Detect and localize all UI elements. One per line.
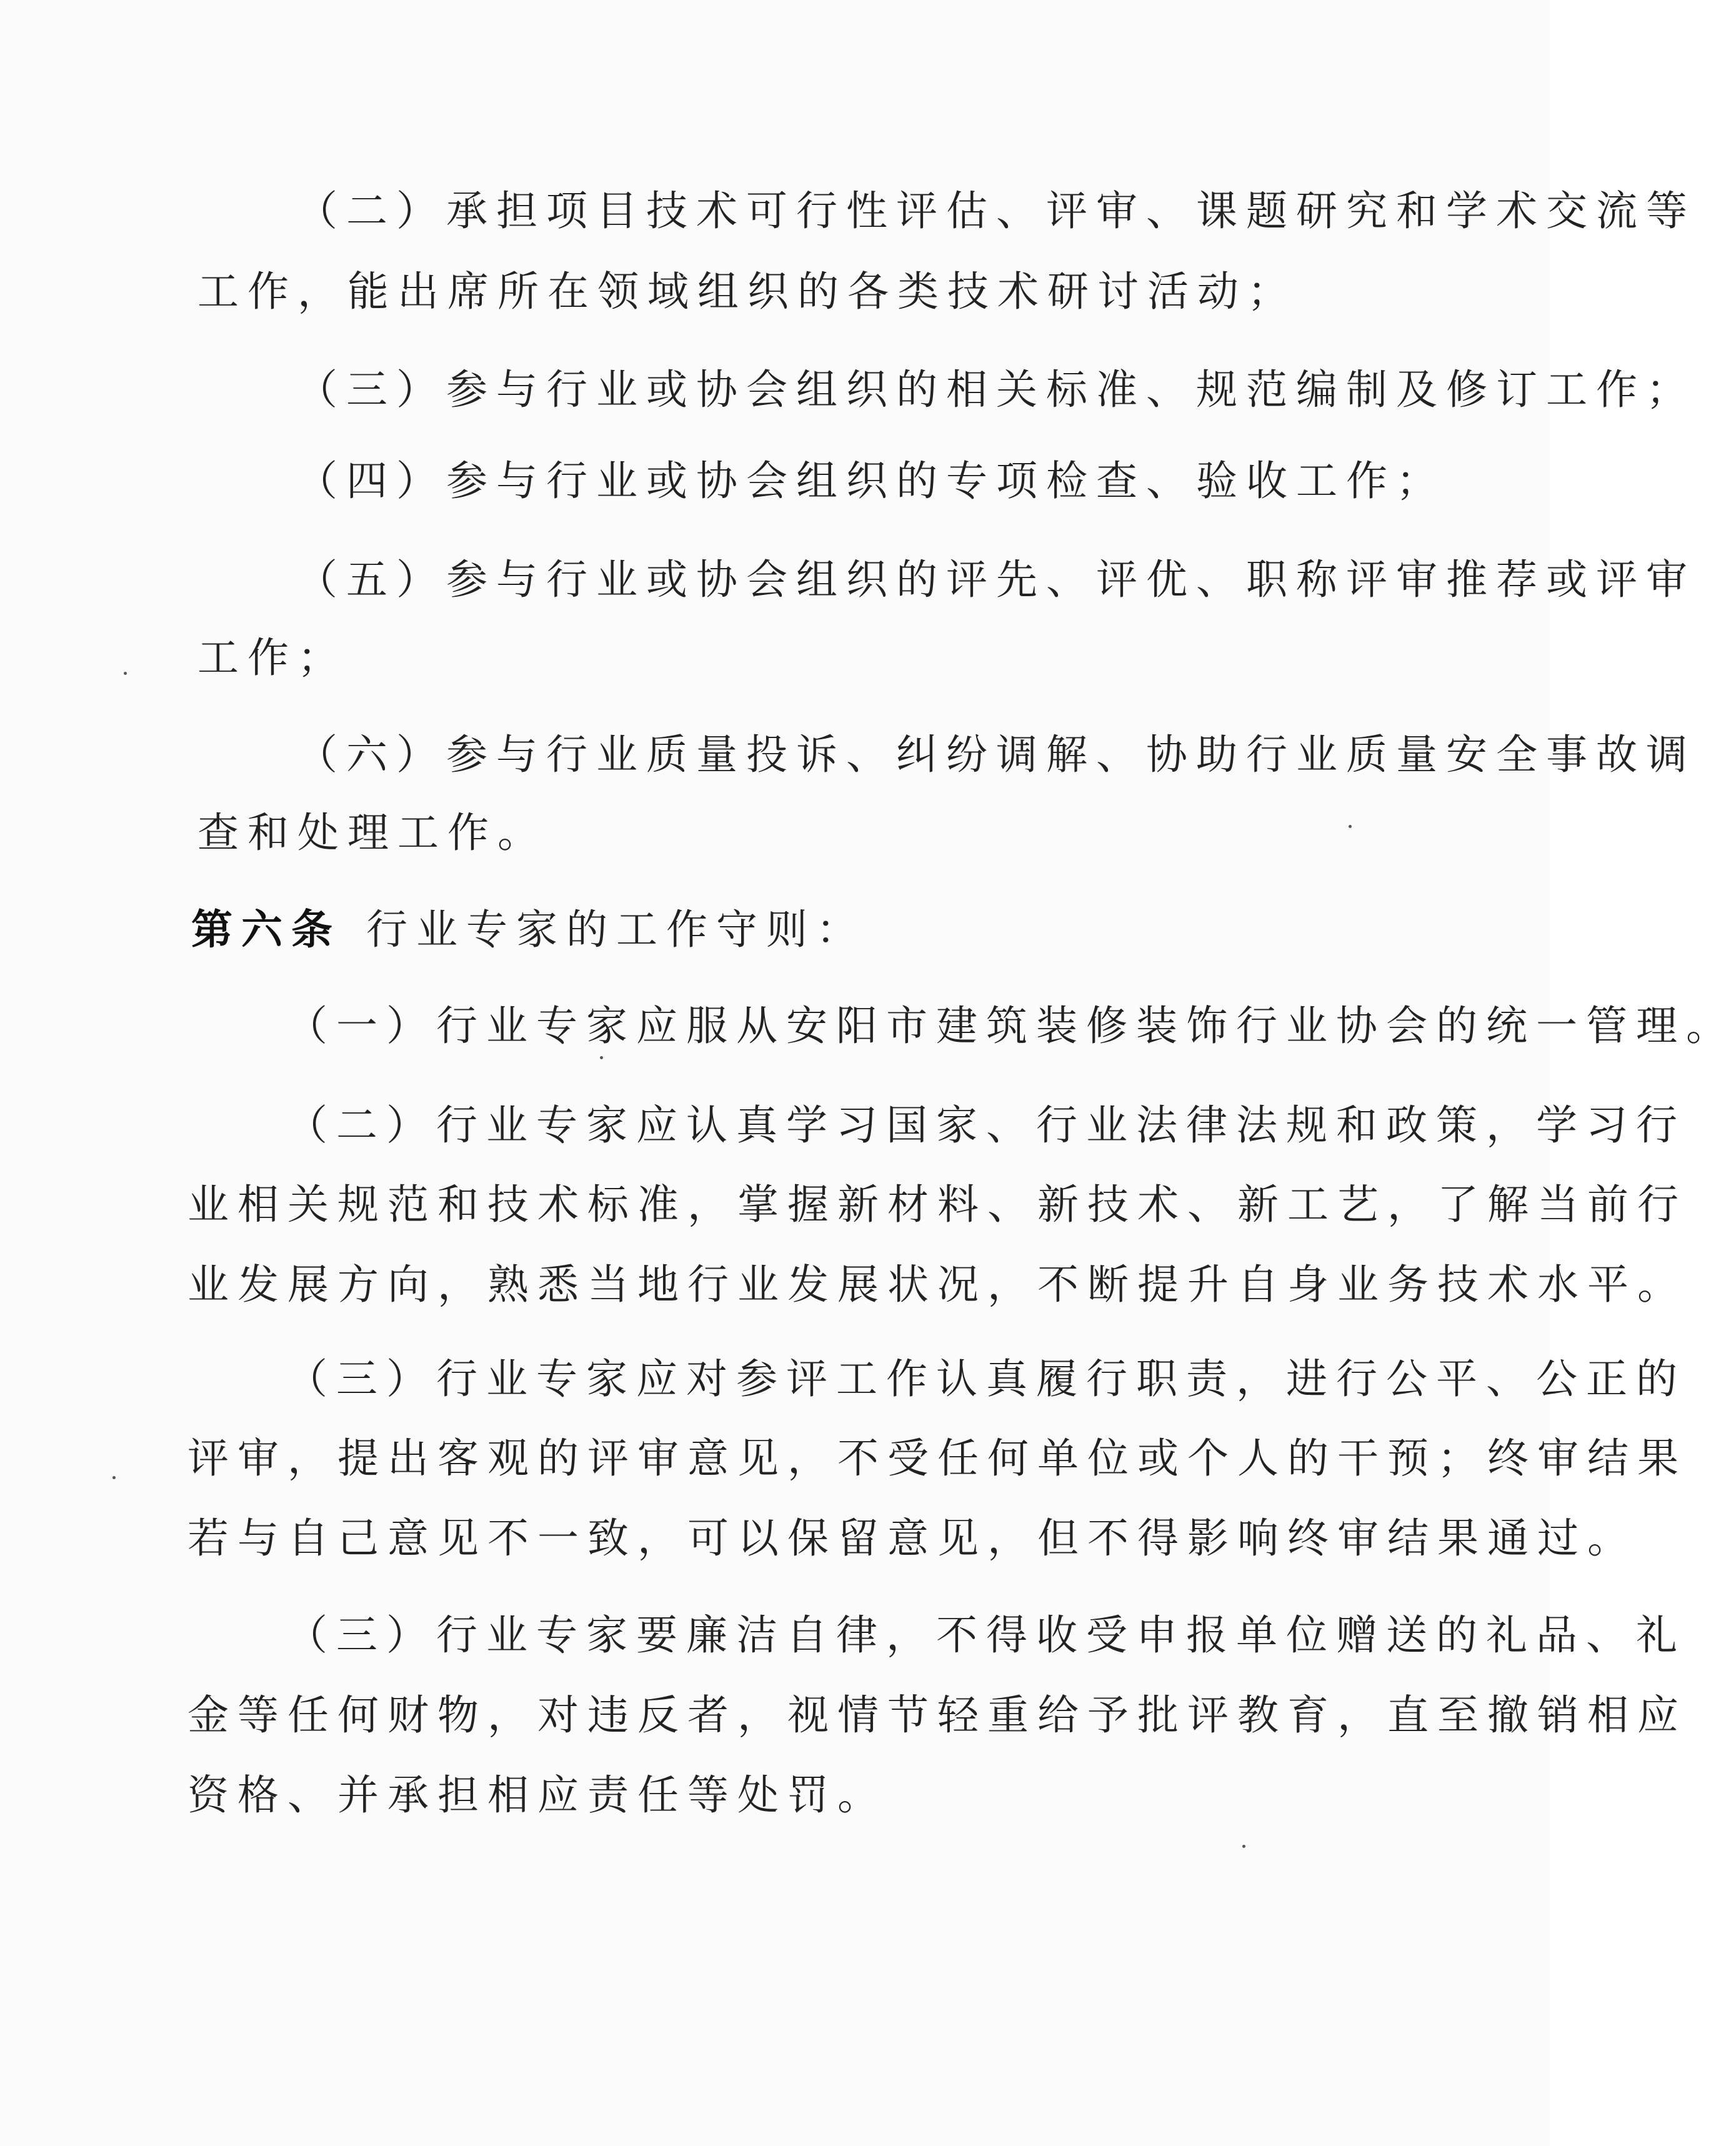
paragraph-4-line-1: （四）参与行业或协会组织的专项检查、验收工作；	[296, 457, 1446, 505]
paragraph-5-line-1: （五）参与行业或协会组织的评先、评优、职称评审推荐或评审	[296, 556, 1696, 604]
scan-speck	[112, 1476, 116, 1479]
article-6-item-3-line-3: 若与自己意见不一致，可以保留意见，但不得影响终审结果通过。	[187, 1514, 1637, 1562]
article-6-item-2-line-1: （二）行业专家应认真学习国家、行业法律法规和政策，学习行	[286, 1101, 1686, 1149]
article-6-item-2-line-3: 业发展方向，熟悉当地行业发展状况，不断提升自身业务技术水平。	[187, 1260, 1687, 1309]
article-6-item-4-line-1: （三）行业专家要廉洁自律，不得收受申报单位赠送的礼品、礼	[286, 1611, 1686, 1659]
paragraph-5-line-2: 工作；	[197, 634, 347, 682]
article-6-item-4-line-3: 资格、并承担相应责任等处罚。	[187, 1771, 887, 1819]
article-6-heading	[191, 905, 866, 955]
paragraph-6-line-1: （六）参与行业质量投诉、纠纷调解、协助行业质量安全事故调	[296, 731, 1696, 779]
paragraph-6-line-2: 查和处理工作。	[197, 809, 547, 857]
paragraph-3-line-1: （三）参与行业或协会组织的相关标准、规范编制及修订工作；	[296, 366, 1696, 414]
article-6-item-2-line-2: 业相关规范和技术标准，掌握新材料、新技术、新工艺，了解当前行	[187, 1180, 1687, 1229]
scan-speck	[124, 672, 127, 675]
article-6-item-1-line-1: （一）行业专家应服从安阳市建筑装修装饰行业协会的统一管理。	[286, 1002, 1736, 1050]
article-6-item-4-line-2: 金等任何财物，对违反者，视情节轻重给予批评教育，直至撤销相应	[187, 1691, 1687, 1739]
article-6-title: 行业专家的工作守则：	[366, 906, 866, 954]
paragraph-2-line-1: （二）承担项目技术可行性评估、评审、课题研究和学术交流等	[296, 187, 1696, 235]
scan-speck	[1242, 1845, 1245, 1848]
article-6-label: 第六条	[191, 906, 341, 954]
paragraph-2-line-2: 工作，能出席所在领域组织的各类技术研讨活动；	[197, 267, 1297, 316]
article-6-item-3-line-1: （三）行业专家应对参评工作认真履行职责，进行公平、公正的	[286, 1355, 1686, 1403]
scan-speck	[600, 1056, 603, 1059]
article-6-item-3-line-2: 评审，提出客观的评审意见，不受任何单位或个人的干预；终审结果	[187, 1434, 1687, 1482]
scan-speck	[1349, 825, 1352, 828]
